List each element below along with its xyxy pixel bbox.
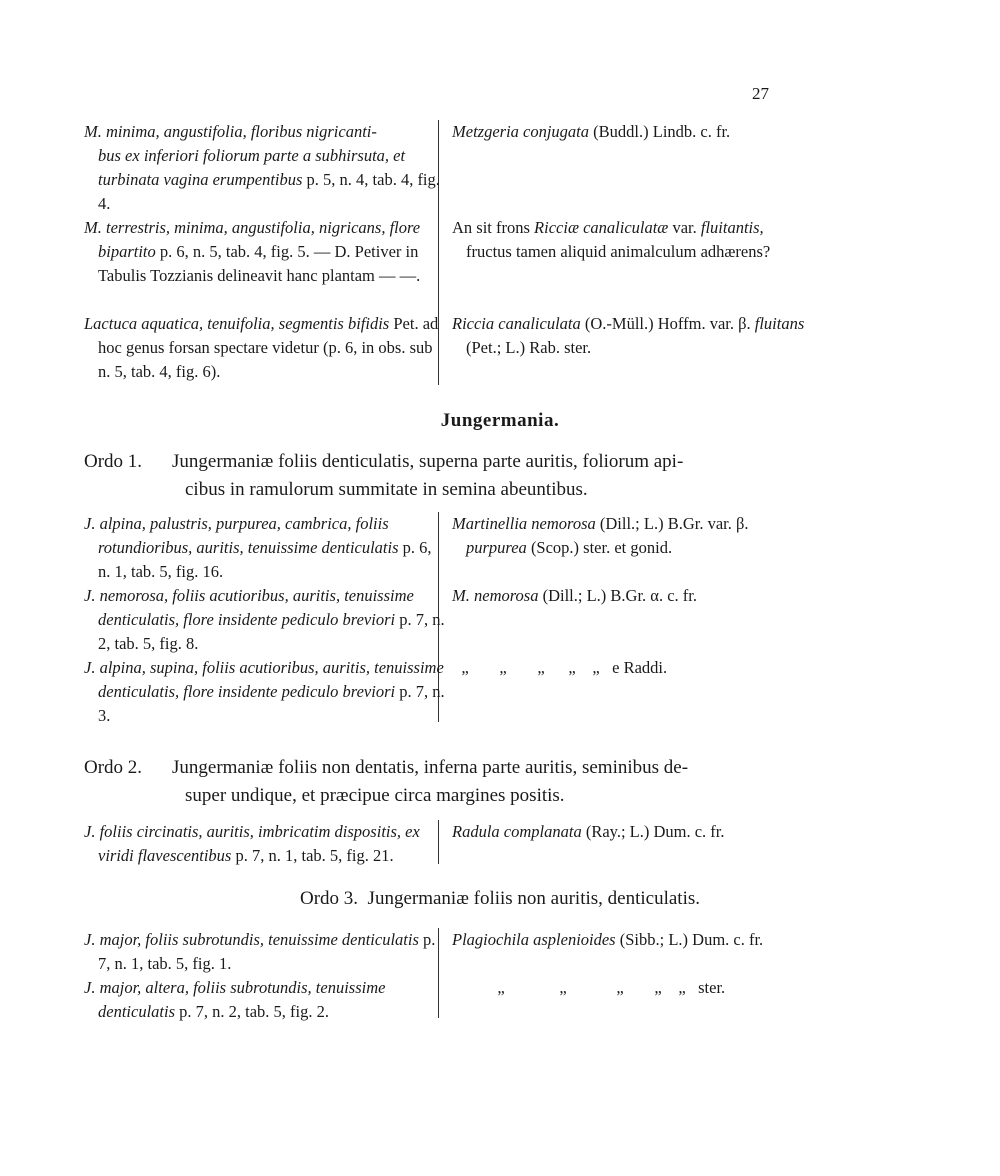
species-name: J. alpina, palustris, purpurea, cambrica, foliis rotundioribus, auritis, tenuissime denticulatis — [84, 514, 399, 557]
reference: e Raddi. — [612, 658, 668, 677]
species-name: Riccia canaliculata — [452, 314, 581, 333]
ordo-label: Ordo 2. — [84, 757, 143, 778]
reference: p. 7, n. 1, tab. 5, fig. 1. — [98, 930, 436, 973]
species-name: Plagiochila asplenioides — [452, 930, 616, 949]
right-entry-8 — [452, 928, 806, 952]
reference: p. 6, n. 5, tab. 4, fig. 5. — D. Petiver in Tabulis Tozzianis delineavit hanc plantam — —. — [98, 242, 421, 285]
species-name: J. nemorosa, foliis acutioribus, auritis, tenuissime denticulatis, flore insidente pediculo breviori — [84, 586, 414, 629]
ordo-text-line2: super undique, et præcipue circa margines positis. — [185, 785, 565, 806]
ordo-text-line1: Jungermaniæ foliis denticulatis, superna parte auritis, foliorum api- — [172, 451, 684, 472]
ordo-text: Jungermaniæ foliis non auritis, denticulatis. — [367, 888, 701, 909]
ordo-text-line1: Jungermaniæ foliis non dentatis, inferna parte auritis, seminibus de- — [172, 757, 689, 778]
ordo-2-heading — [84, 754, 794, 810]
right-entry-1 — [452, 120, 806, 144]
ditto-mark: „ — [592, 658, 600, 677]
left-entry-1 — [84, 120, 448, 216]
species-name: Lactuca aquatica, tenuifolia, segmentis bifidis — [84, 314, 390, 333]
species-name: M. minima, angustifolia, floribus nigricanti- — [84, 122, 377, 141]
ditto-mark: „ — [537, 658, 545, 677]
species-name: M. nemorosa — [452, 586, 539, 605]
prefix: An sit frons — [452, 218, 535, 237]
left-entry-5 — [84, 584, 448, 656]
variety-name: fluitantis, — [700, 218, 764, 237]
reference: p. 5, n. 4, tab. 4, fig. 4. — [98, 170, 440, 213]
species-name: J. major, foliis subrotundis, tenuissime denticulatis — [84, 930, 419, 949]
species-name: Martinellia nemorosa — [452, 514, 596, 533]
right-entry-3 — [452, 312, 806, 360]
page-number: 27 — [752, 84, 769, 103]
ditto-mark: „ — [559, 978, 567, 997]
ordo-text-line2: cibus in ramulorum summitate in semina abeuntibus. — [185, 479, 588, 500]
section-title: Jungermania. — [440, 410, 560, 431]
reference: Pet. ad hoc genus forsan spectare videtur (p. 6, in obs. sub n. 5, tab. 4, fig. 6). — [98, 314, 439, 381]
reference: ster. — [698, 978, 726, 997]
ditto-mark: „ — [654, 978, 662, 997]
species-name: J. foliis circinatis, auritis, imbricatim dispositis, ex viridi flavescentibus — [84, 822, 420, 865]
left-entry-7 — [84, 820, 448, 868]
ordo-1-heading — [84, 448, 794, 504]
var-text: var. — [668, 218, 701, 237]
ordo-label: Ordo 3. — [299, 888, 359, 909]
reference: (O.-Müll.) Hoffm. var. β. — [580, 314, 751, 333]
ditto-mark: „ — [461, 658, 469, 677]
reference-2: (Pet.; L.) Rab. ster. — [466, 338, 592, 357]
reference: fructus tamen aliquid animalculum adhærens? — [466, 242, 771, 261]
left-entry-4 — [84, 512, 448, 584]
species-name: Metzgeria conjugata — [452, 122, 590, 141]
ordo-label: Ordo 1. — [84, 451, 143, 472]
right-entry-2 — [452, 216, 806, 264]
right-entry-4 — [452, 512, 806, 560]
reference: (Dill.; L.) B.Gr. var. β. — [595, 514, 749, 533]
species-name: J. alpina, supina, foliis acutioribus, auritis, tenuissime denticulatis, flore insidente pediculo breviori — [84, 658, 444, 701]
reference: p. 7, n. 1, tab. 5, fig. 21. — [231, 846, 394, 865]
left-entry-3 — [84, 312, 448, 384]
ditto-mark: „ — [616, 978, 624, 997]
ditto-mark: „ — [497, 978, 505, 997]
reference: p. 7, n. 2, tab. 5, fig. 2. — [175, 1002, 329, 1021]
species-name: J. major, altera, foliis subrotundis, tenuissime denticulatis — [84, 978, 386, 1021]
ditto-mark: „ — [499, 658, 507, 677]
ditto-mark: „ — [568, 658, 576, 677]
reference: (Dill.; L.) B.Gr. α. c. fr. — [538, 586, 697, 605]
left-entry-9 — [84, 976, 448, 1024]
left-entry-6 — [84, 656, 448, 728]
reference: p. 7, n. 2, tab. 5, fig. 8. — [98, 610, 445, 653]
reference: (Buddl.) Lindb. c. fr. — [589, 122, 731, 141]
left-entry-8 — [84, 928, 448, 976]
species-name: Radula complanata — [452, 822, 582, 841]
reference: (Sibb.; L.) Dum. c. fr. — [615, 930, 764, 949]
reference: p. 6, n. 1, tab. 5, fig. 16. — [98, 538, 432, 581]
right-entry-9 — [470, 976, 810, 1000]
variety-name: fluitans — [754, 314, 805, 333]
species-name: M. terrestris, minima, angustifolia, nigricans, flore bipartito — [84, 218, 421, 261]
right-entry-6 — [446, 656, 786, 680]
reference: p. 7, n. 3. — [98, 682, 445, 725]
right-entry-7 — [452, 820, 806, 844]
reference: (Ray.; L.) Dum. c. fr. — [581, 822, 725, 841]
species-name-cont: bus ex inferiori foliorum parte a subhirsuta, et turbinata vagina erumpentibus — [98, 146, 406, 189]
right-entry-5 — [452, 584, 806, 608]
reference-2: (Scop.) ster. et gonid. — [526, 538, 673, 557]
ditto-mark: „ — [678, 978, 686, 997]
left-entry-2 — [84, 216, 448, 288]
species-name: Ricciæ canaliculatæ — [534, 218, 669, 237]
variety-name: purpurea — [466, 538, 527, 557]
ordo-3-heading — [0, 888, 1000, 910]
